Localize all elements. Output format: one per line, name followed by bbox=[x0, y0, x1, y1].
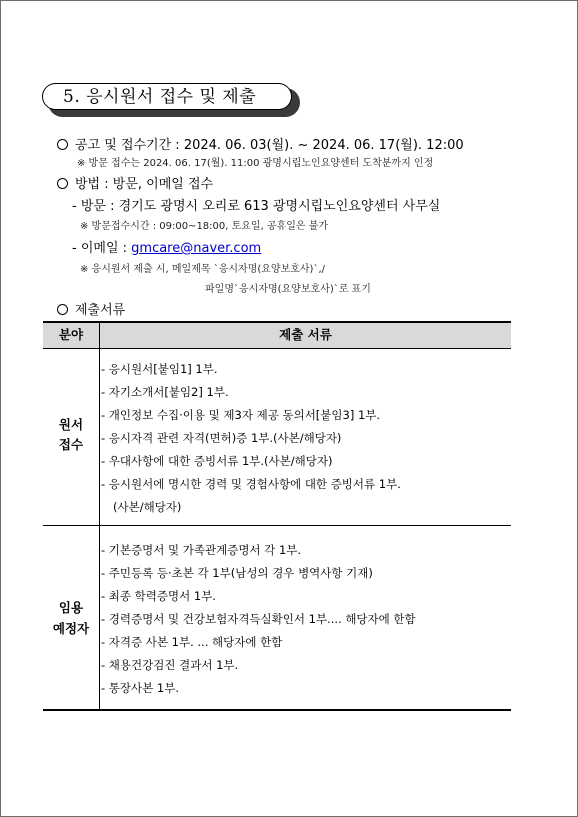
email-note-2: 파일명`응시자명(요양보호사)`로 표기 bbox=[205, 284, 371, 295]
list-item: - 주민등록 등·초본 각 1부(남성의 경우 병역사항 기재) bbox=[101, 566, 373, 580]
category-application-line1: 원서 bbox=[58, 417, 84, 432]
category-appointee-line2: 예정자 bbox=[52, 621, 90, 636]
category-appointee-line1: 임용 bbox=[58, 600, 84, 615]
documents-heading: 제출서류 bbox=[75, 303, 126, 318]
visit-hours: ※ 방문접수시간 : 09:00~18:00, 토요일, 공휴일은 불가 bbox=[80, 221, 329, 232]
list-item: - 우대사항에 대한 증빙서류 1부.(사본/해당자) bbox=[101, 454, 333, 468]
category-application-line2: 접수 bbox=[58, 437, 84, 452]
method-line bbox=[57, 173, 213, 192]
table-header-category: 분야 bbox=[43, 322, 99, 348]
list-item: - 자격증 사본 1부. ... 해당자에 한함 bbox=[101, 635, 283, 649]
section-title: 5. 응시원서 접수 및 제출 bbox=[42, 83, 292, 110]
email-note-1: ※ 응시원서 제출 시, 메일제목 `응시자명(요양보호사)`,/ bbox=[80, 264, 326, 275]
list-item: - 경력증명서 및 건강보험자격득실확인서 1부.... 해당자에 한함 bbox=[101, 612, 416, 626]
email-link[interactable]: gmcare@naver.com bbox=[131, 241, 262, 256]
method: 방법 : 방문, 이메일 접수 bbox=[75, 177, 214, 192]
notice-period-line bbox=[57, 134, 464, 153]
hollow-circle-icon bbox=[57, 139, 68, 150]
list-item: - 기본증명서 및 가족관계증명서 각 1부. bbox=[101, 543, 302, 557]
list-item: (사본/해당자) bbox=[113, 500, 182, 514]
list-item: - 자기소개서[붙임2] 1부. bbox=[101, 385, 229, 399]
list-item: - 응시자격 관련 자격(면허)증 1부.(사본/해당자) bbox=[101, 431, 342, 445]
table-bottom-border bbox=[43, 709, 511, 711]
table-top-border bbox=[43, 321, 511, 323]
email-label: - 이메일 : bbox=[72, 241, 132, 256]
list-item: - 채용건강검진 결과서 1부. bbox=[101, 658, 239, 672]
table-column-divider bbox=[99, 321, 100, 710]
list-item: - 개인정보 수집·이용 및 제3자 제공 동의서[붙임3] 1부. bbox=[101, 408, 381, 422]
list-item: - 통장사본 1부. bbox=[101, 681, 179, 695]
email-line bbox=[72, 237, 261, 256]
hollow-circle-icon bbox=[57, 178, 68, 189]
documents-heading-line bbox=[57, 299, 125, 318]
visit-address: - 방문 : 경기도 광명시 오리로 613 광명시립노인요양센터 사무실 bbox=[72, 199, 441, 214]
list-item: - 최종 학력증명서 1부. bbox=[101, 589, 216, 603]
documents-table bbox=[43, 321, 511, 710]
list-item: - 응시원서에 명시한 경력 및 경험사항에 대한 증빙서류 1부. bbox=[101, 477, 401, 491]
list-item: - 응시원서[붙임1] 1부. bbox=[101, 362, 218, 376]
section-title-box bbox=[42, 83, 300, 117]
table-header-divider bbox=[43, 348, 511, 349]
notice-period: 공고 및 접수기간 : 2024. 06. 03(월). ~ 2024. 06. 17(월). 12:00 bbox=[75, 138, 464, 153]
notice-period-note: ※ 방문 접수는 2024. 06. 17(월). 11:00 광명시립노인요양센터 도착분까지 인정 bbox=[77, 158, 434, 169]
table-row-divider bbox=[43, 525, 511, 526]
hollow-circle-icon bbox=[57, 304, 68, 315]
table-header-documents: 제출 서류 bbox=[100, 322, 511, 348]
